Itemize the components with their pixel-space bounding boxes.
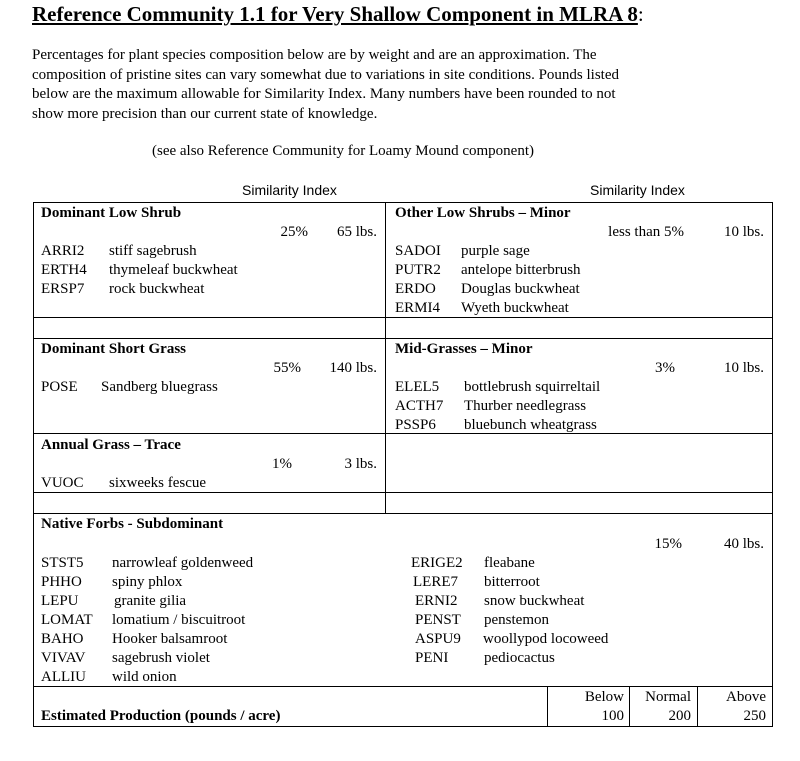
production-header-below: Below [584, 689, 624, 705]
row-divider [33, 338, 773, 339]
row-divider [33, 513, 773, 514]
species-name: pediocactus [484, 650, 555, 666]
production-value-below: 100 [601, 708, 624, 724]
species-name: sixweeks fescue [109, 475, 207, 491]
species-name: sagebrush violet [112, 650, 210, 666]
species-code: ERTH4 [41, 262, 87, 278]
similarity-index-header-right: Similarity Index [590, 182, 685, 198]
intro-line: show more precision than our current state of knowledge. [32, 105, 378, 122]
group-pounds: 40 lbs. [723, 536, 764, 552]
species-code: LOMAT [41, 612, 93, 628]
intro-line: below are the maximum allowable for Similarity Index. Many numbers have been rounded to not [32, 86, 616, 102]
group-percent: 15% [654, 536, 682, 552]
group-heading-annual-grass: Annual Grass – Trace [41, 437, 181, 453]
group-heading-native-forbs: Native Forbs - Subdominant [41, 516, 224, 532]
group-heading-mid-grasses: Mid-Grasses – Minor [395, 341, 533, 357]
row-divider [33, 492, 773, 493]
title-text: Reference Community 1.1 for Very Shallow Component in MLRA 8 [32, 2, 638, 26]
species-code: ERMI4 [395, 300, 440, 316]
species-code: ALLIU [41, 669, 86, 685]
species-name: thymeleaf buckwheat [109, 262, 238, 278]
see-also-note: (see also Reference Community for Loamy Mound component) [152, 143, 534, 159]
species-code: ERSP7 [41, 281, 85, 297]
production-header-normal: Normal [645, 689, 691, 705]
species-code: PENST [415, 612, 461, 628]
species-name: rock buckwheat [109, 281, 205, 297]
species-code: LEPU [41, 593, 79, 609]
group-percent: 3% [655, 360, 675, 376]
intro-line: Percentages for plant species composition below are by weight and are an approximation. The [32, 47, 597, 63]
group-percent: 55% [273, 360, 301, 376]
species-name: spiny phlox [112, 574, 183, 590]
species-name: Sandberg bluegrass [101, 379, 218, 395]
species-name: wild onion [112, 669, 177, 685]
species-name: narrowleaf goldenweed [112, 555, 254, 571]
species-code: ERNI2 [415, 593, 458, 609]
column-divider [547, 686, 548, 726]
production-value-normal: 200 [668, 708, 691, 724]
group-pounds: 3 lbs. [344, 456, 377, 472]
column-divider [385, 202, 386, 513]
group-percent: less than 5% [608, 224, 684, 240]
species-code: PSSP6 [395, 417, 436, 433]
column-divider [697, 686, 698, 726]
group-heading-other-low-shrubs: Other Low Shrubs – Minor [395, 205, 571, 221]
table-border-bottom [33, 726, 773, 727]
title-colon: : [637, 2, 644, 26]
column-divider [629, 686, 630, 726]
table-border-left [33, 202, 34, 726]
intro-line: composition of pristine sites can vary somewhat due to variations in site conditions. Pounds listed [32, 66, 620, 83]
production-header-above: Above [726, 689, 766, 705]
group-pounds: 140 lbs. [329, 360, 377, 376]
species-code: ASPU9 [415, 631, 461, 647]
species-name: Douglas buckwheat [461, 281, 580, 297]
similarity-index-header-left: Similarity Index [242, 182, 337, 198]
species-code: ERIGE2 [411, 555, 463, 571]
species-name: penstemon [484, 612, 549, 628]
species-name: bitterroot [484, 574, 540, 590]
species-name: antelope bitterbrush [461, 262, 581, 278]
species-name: stiff sagebrush [109, 243, 197, 259]
species-name: purple sage [461, 243, 530, 259]
row-divider [33, 686, 773, 687]
table-border-right [772, 202, 773, 726]
species-code: ACTH7 [395, 398, 444, 414]
species-code: VUOC [41, 475, 84, 491]
group-pounds: 10 lbs. [723, 360, 764, 376]
species-name: fleabane [484, 555, 535, 571]
species-name: Thurber needlegrass [464, 398, 587, 414]
species-code: POSE [41, 379, 78, 395]
species-name: bottlebrush squirreltail [464, 379, 601, 395]
species-name: snow buckwheat [484, 593, 585, 609]
species-code: ELEL5 [395, 379, 440, 395]
species-code: ARRI2 [41, 243, 85, 259]
species-code: VIVAV [41, 650, 86, 666]
group-pounds: 10 lbs. [723, 224, 764, 240]
group-heading-dominant-short-grass: Dominant Short Grass [41, 341, 187, 357]
species-code: BAHO [41, 631, 84, 647]
species-code: ERDO [395, 281, 436, 297]
group-percent: 25% [280, 224, 308, 240]
species-name: lomatium / biscuitroot [112, 612, 246, 628]
production-value-above: 250 [743, 708, 766, 724]
species-code: PUTR2 [395, 262, 441, 278]
species-code: PENI [415, 650, 449, 666]
species-code: PHHO [41, 574, 82, 590]
row-divider [33, 317, 773, 318]
species-name: bluebunch wheatgrass [464, 417, 597, 433]
group-pounds: 65 lbs. [336, 224, 377, 240]
table-border-top [33, 202, 773, 203]
species-name: Hooker balsamroot [112, 631, 228, 647]
species-code: LERE7 [413, 574, 458, 590]
group-percent: 1% [272, 456, 292, 472]
species-name: woollypod locoweed [483, 631, 609, 647]
species-name: granite gilia [114, 593, 187, 609]
species-name: Wyeth buckwheat [461, 300, 569, 316]
production-label: Estimated Production (pounds / acre) [41, 708, 281, 724]
species-code: SADOI [395, 243, 441, 259]
group-heading-dominant-low-shrub: Dominant Low Shrub [41, 205, 182, 221]
species-code: STST5 [41, 555, 84, 571]
